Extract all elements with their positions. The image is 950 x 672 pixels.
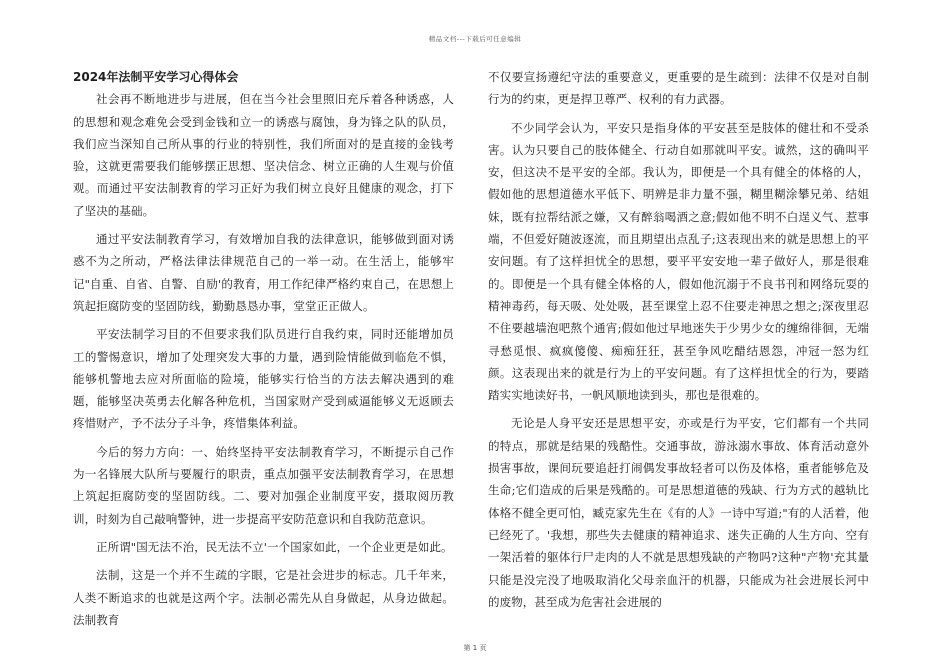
paragraph: 今后的努力方向：一、始终坚持平安法制教育学习，不断提示自己作为一名锋展大队所与要履行的职责，重点加强平安法制教育学习，在思想上筑起拒腐防变的坚固防线。二、要对加强企业制度平安，摄取阅历教训，时刻为自己敲响警钟，进一步提高平安防范意识和自我防范意识。 [73, 444, 454, 526]
paragraph: 正所谓"国无法不治，民无法不立'一个国家如此，一个企业更是如此。 [96, 539, 453, 554]
right-column [488, 66, 869, 619]
document-title: 2024年法制平安学习心得体会 [73, 70, 239, 84]
page-header: 精品文档---下载后可任意编辑 [428, 35, 522, 43]
paragraph: 法制，这是一个并不生疏的字眼，它是社会进步的标志。几千年来，人类不断追求的也就是这两个字。法制必需先从自身做起，从身边做起。法制教育 [73, 568, 454, 627]
paragraph: 不少同学会认为，平安只是指身体的平安甚至是肢体的健壮和不受杀害。认为只要自己的肢体健全、行动自如那就叫平安。诚然，这的确叫平安，但这决不是平安的全部。我认为，即便是一个具有健全的体格的人，假如他的思想道德水平低下、明辨是非力量不强，糊里糊涂攀兄弟、结姐妹，既有拉帮结派之嫌，又有醉翁喝酒之意;假如他不明不白逞义气、惹事端，不但爱好随波逐流，而且期望出点乱子;这表现出来的就是思想上的平安问题。有了这样担忧全的思想，要平平安安地一辈子做好人，那是很难的。即便是一个具有健全体格的人，假如他沉溺于不良书刊和网络玩耍的精神毒药，每天吸、处处吸，甚至课堂上忍不住要走神思之想之;深夜里忍不住要越墙泡吧熬个通宵;假如他过早地迷失于少男少女的缠绵徘徊，无端寻愁觅恨、疯疯傻傻、痴痴狂狂，甚至争风吃醋结恩怨，冲冠一怒为红颜。这表现出来的就是行为上的平安问题。有了这样担忧全的行为，要踏踏实实地读好书，一帆风顺地读到头，那也是很难的。 [488, 120, 869, 403]
paragraph: 无论是人身平安还是思想平安，亦或是行为平安，它们都有一个共同的特点，那就是结果的残酷性。交通事故，游泳溺水事故、体育活动意外损害事故，课间玩要追赶打闹偶发事故轻者可以伤及体格，重者能够危及生命;它们造成的后果是残酷的。可是思想道德的残缺、行为方式的越轨比体格不健全更可怕，臧克家先生在《有的人》一诗中写道;"有的人活着，他已经死了。'我想，那些失去健康的精神追求、迷失正确的人生方向、空有一架活着的躯体行尸走肉的人不就是思想残缺的产物吗?这种"产物'充其量只能是没完没了地吸取消化父母亲血汗的机器，只能成为社会进展长河中的废物，甚至成为危害社会进展的 [488, 416, 869, 609]
paragraph: 通过平安法制教育学习，有效增加自我的法律意识，能够做到面对诱惑不为之所动，严格法律法律规范自己的一举一动。在生活上，能够牢记"自重、自省、自警、自励'的教育，用工作纪律严格约束自己，在思想上筑起拒腐防变的坚固防线，勤勤恳恳办事，堂堂正正做人。 [73, 232, 454, 313]
paragraph: 社会再不断地进步与进展，但在当今社会里照旧充斥着各种诱惑，人的思想和观念难免会受到金钱和立一的诱惑与腐蚀，身为锋之队的队员，我们应当深知自己所从事的行业的特别性，我们所面对的是直接的金钱考验，这就更需要我们能够摆正思想、坚决信念、树立正确的人生观与价值观。而通过平安法制教育的学习正好为我们树立良好且健康的观念，打下了坚决的基础。 [73, 92, 454, 218]
paragraph: 平安法制学习目的不但要求我们队员进行自我约束，同时还能增加员工的警惕意识，增加了处理突发大事的力量，遇到险情能做到临危不惧，能够机警地去应对所面临的险境，能够实行恰当的方法去解决遇到的难题，能够坚决英勇去化解各种危机，当国家财产受到威逼能够义无返顾去疼惜财产，予不法分子斗争，疼惜集体利益。 [73, 327, 454, 431]
left-column [73, 66, 454, 637]
paragraph: 不仅要宣扬遵纪守法的重要意义，更重要的是生疏到：法律不仅是对自制行为的约束，更是捍卫尊严、权利的有力武器。 [488, 70, 869, 107]
page-number: 第 1 页 [463, 644, 487, 652]
